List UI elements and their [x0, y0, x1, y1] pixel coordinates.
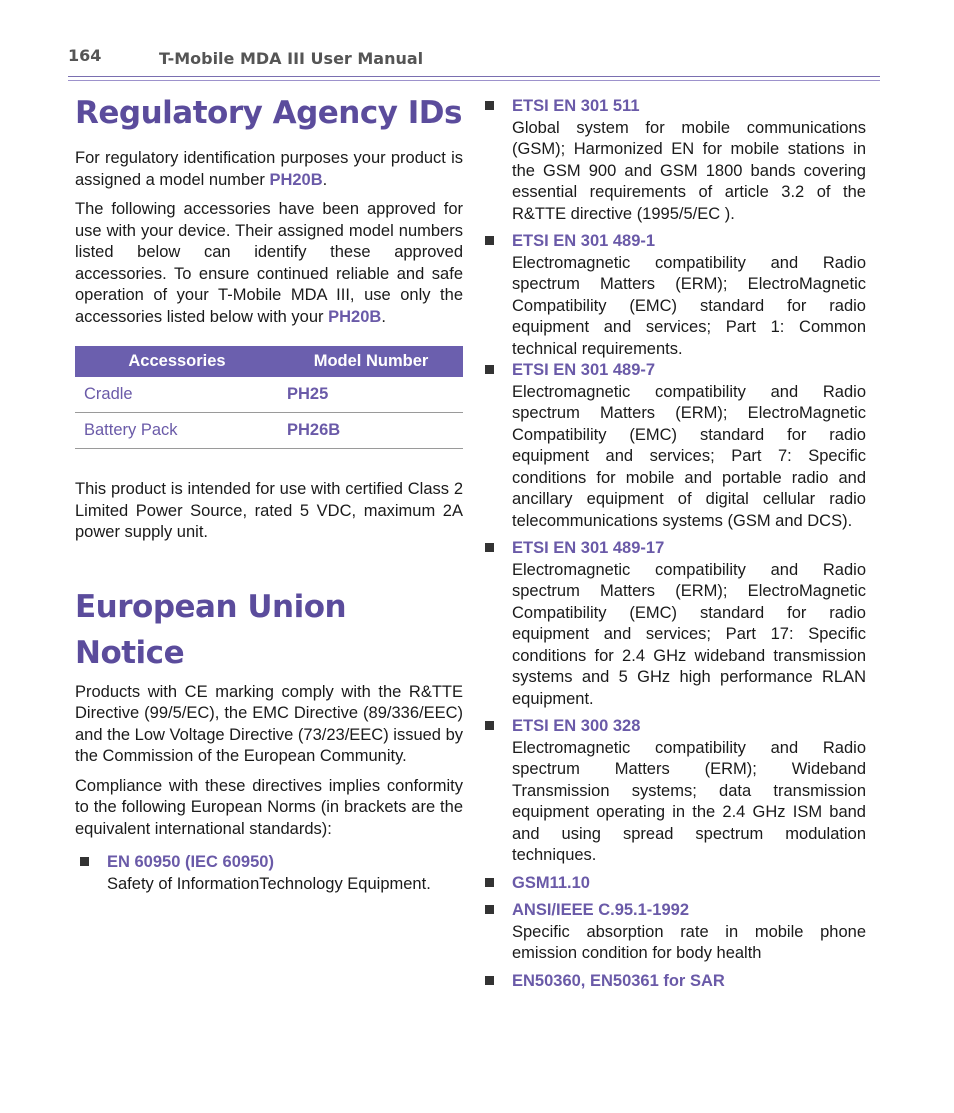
- accessory-name: Battery Pack: [75, 413, 279, 449]
- norm-description: Electromagnetic compatibility and Radio spectrum Matters (ERM); ElectroMagnetic Compatibility (EMC) standard for radio equipment and services; Part 7: Specific conditions for mobile and portable radio and ancillary equipment of digital cellular radio telecommunications systems (GSM and DCS).: [512, 382, 866, 530]
- norm-code: ETSI EN 301 489-1: [512, 232, 656, 250]
- square-bullet-icon: [485, 721, 494, 730]
- norm-item: [480, 873, 866, 895]
- left-column: [75, 90, 463, 895]
- power-note: This product is intended for use with certified Class 2 Limited Power Source, rated 5 VDC, maximum 2A power supply unit.: [75, 480, 463, 541]
- norm-description: Electromagnetic compatibility and Radio spectrum Matters (ERM); ElectroMagnetic Compatibility (EMC) standard for radio equipment and services; Part 1: Common technical requirements.: [512, 253, 866, 358]
- table-header-row: [75, 346, 463, 377]
- norm-code: ANSI/IEEE C.95.1-1992: [512, 901, 690, 919]
- model-number-ref: PH20B: [328, 307, 382, 326]
- norm-item: [480, 900, 866, 965]
- norm-description: Specific absorption rate in mobile phone emission condition for body health: [512, 922, 866, 962]
- accessory-model: PH25: [279, 377, 463, 413]
- square-bullet-icon: [485, 236, 494, 245]
- norm-description: Electromagnetic compatibility and Radio spectrum Matters (ERM); Wideband Transmission systems; data transmission equipment operating in the 2.4 GHz ISM band and using spread spectrum modulation techniques.: [512, 738, 866, 864]
- header-rule-secondary: [68, 80, 880, 81]
- table-row: [75, 413, 463, 449]
- column-header-accessories: Accessories: [75, 346, 279, 377]
- header-rule: [68, 76, 880, 77]
- accessory-model: PH26B: [279, 413, 463, 449]
- square-bullet-icon: [485, 543, 494, 552]
- eu-paragraph-1: Products with CE marking comply with the R&TTE Directive (99/5/EC), the EMC Directive (89/336/EEC) and the Low Voltage Directive (73/23/EEC) issued by the Commission of the European Community.: [75, 682, 463, 765]
- norm-item: [480, 538, 866, 710]
- model-number: PH20B: [269, 170, 323, 189]
- page-header: [68, 44, 880, 84]
- norm-code: ETSI EN 301 489-17: [512, 539, 665, 557]
- accessories-paragraph-text: The following accessories have been approved for use with your device. Their assigned model numbers listed below can identify these approved accessories. To ensure continued reliable and safe operation of your T-Mobile MDA III, use only the accessories listed below with your: [75, 200, 463, 326]
- model-paragraph-text: For regulatory identification purposes your product is assigned a model number: [75, 149, 463, 189]
- norm-item: [480, 360, 866, 532]
- accessory-name: Cradle: [75, 377, 279, 413]
- norm-item: [480, 231, 866, 360]
- norm-code: ETSI EN 301 511: [512, 97, 640, 115]
- table-row: [75, 377, 463, 413]
- square-bullet-icon: [485, 365, 494, 374]
- eu-paragraph-2: Compliance with these directives implies conformity to the following European Norms (in brackets are the equivalent international standards):: [75, 776, 463, 838]
- norm-code: ETSI EN 300 328: [512, 717, 641, 735]
- square-bullet-icon: [485, 905, 494, 914]
- accessories-table: [75, 346, 463, 449]
- norm-item: [480, 716, 866, 867]
- norm-code: EN50360, EN50361 for SAR: [512, 971, 725, 990]
- square-bullet-icon: [485, 101, 494, 110]
- model-paragraph: For regulatory identification purposes your product is assigned a model number PH20B.: [75, 149, 463, 189]
- norm-code: ETSI EN 301 489-7: [512, 361, 656, 379]
- page-number: 164: [68, 46, 102, 65]
- manual-title: T-Mobile MDA III User Manual: [159, 49, 424, 68]
- norm-code: EN 60950 (IEC 60950): [107, 853, 274, 871]
- regulatory-heading: Regulatory Agency IDs: [75, 95, 462, 131]
- norm-code: GSM11.10: [512, 873, 590, 892]
- eu-heading: European Union Notice: [75, 588, 347, 671]
- norm-item: [480, 96, 866, 225]
- right-column: [480, 96, 866, 992]
- square-bullet-icon: [485, 878, 494, 887]
- column-header-model: Model Number: [279, 346, 463, 377]
- norm-item: [75, 852, 463, 895]
- square-bullet-icon: [485, 976, 494, 985]
- norm-description: Electromagnetic compatibility and Radio spectrum Matters (ERM); ElectroMagnetic Compatibility (EMC) standard for radio equipment and services; Part 17: Specific conditions for 2.4 GHz wideband transmission systems and 5 GHz high performance RLAN equipment.: [512, 560, 866, 708]
- square-bullet-icon: [80, 857, 89, 866]
- norm-item: [480, 971, 866, 993]
- norm-description: Global system for mobile communications (GSM); Harmonized EN for mobile stations in the GSM 900 and GSM 1800 bands covering essential requirements of article 3.2 of the R&TTE directive (1995/5/EC ).: [512, 118, 866, 223]
- accessories-paragraph: The following accessories have been approved for use with your device. Their assigned model numbers listed below can identify these approved accessories. To ensure continued reliable and safe operation of your T-Mobile MDA III, use only the accessories listed below with your PH20B.: [75, 200, 463, 326]
- norm-description: Safety of InformationTechnology Equipment.: [107, 874, 431, 893]
